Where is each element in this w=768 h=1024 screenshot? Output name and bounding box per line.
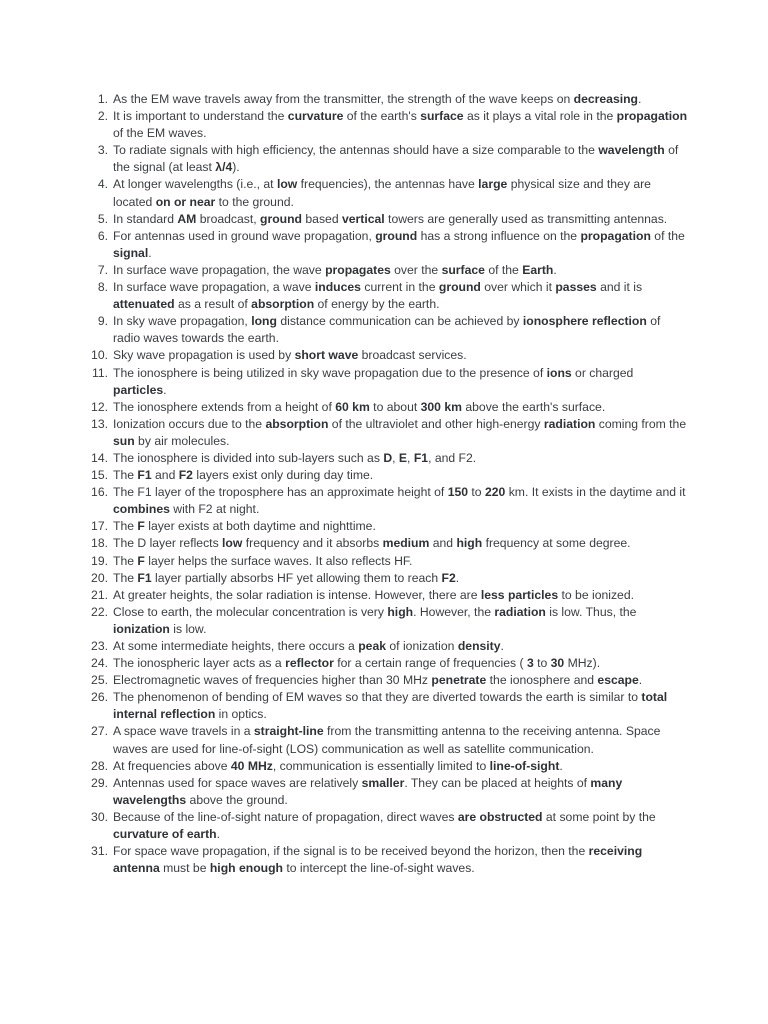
bold-text: surface: [420, 109, 464, 124]
bold-text: propagation: [580, 228, 651, 243]
list-item: [88, 809, 688, 843]
list-item: [88, 535, 688, 552]
bold-text: λ/4: [215, 160, 233, 175]
text-run: Because of the line-of-sight nature of propagation, direct waves: [113, 809, 458, 824]
bold-text: 3: [526, 656, 534, 671]
text-run: .: [553, 262, 557, 277]
text-run: of radio waves towards the earth.: [113, 314, 661, 346]
text-run: and: [429, 536, 457, 551]
bold-text: F2: [178, 468, 193, 483]
bold-text: curvature of earth: [113, 827, 217, 842]
bold-text: F1: [137, 468, 152, 483]
bold-text: F: [137, 553, 145, 568]
text-run: In surface wave propagation, a wave: [113, 280, 315, 295]
bold-text: ground: [438, 280, 481, 295]
list-item-number: 29.: [91, 775, 108, 790]
bold-text: absorption: [265, 416, 329, 431]
list-item: [88, 638, 688, 655]
text-run: broadcast,: [196, 211, 261, 226]
list-item-number: 9.: [97, 314, 108, 329]
text-run: ).: [232, 160, 240, 175]
list-item-number: 19.: [91, 553, 108, 568]
text-run: To radiate signals with high efficiency, the antennas should have a size comparable to the: [113, 143, 599, 158]
text-run: the ionosphere and: [486, 673, 598, 688]
list-item-number: 17.: [91, 519, 108, 534]
bold-text: on or near: [155, 194, 216, 209]
text-run: km. It exists in the daytime and it: [505, 485, 686, 500]
list-item: [88, 142, 688, 176]
bold-text: signal: [113, 245, 149, 260]
list-item: [88, 279, 688, 313]
text-run: Electromagnetic waves of frequencies higher than 30 MHz: [113, 673, 432, 688]
text-run: must be: [159, 861, 210, 876]
list-item-text: [113, 400, 605, 414]
list-item-text: [113, 314, 660, 345]
list-item-text: [113, 554, 412, 568]
bold-text: propagates: [325, 262, 391, 277]
text-run: broadcast services.: [358, 348, 467, 363]
text-run: over which it: [480, 280, 556, 295]
list-item: [88, 672, 688, 689]
bold-text: F2: [441, 570, 456, 585]
bold-text: combines: [113, 502, 170, 517]
bold-text: 30: [550, 656, 565, 671]
text-run: over the: [390, 262, 442, 277]
text-run: as a result of: [174, 297, 252, 312]
text-run: of the ultraviolet and other high-energy: [328, 416, 544, 431]
text-run: layers exist only during day time.: [192, 468, 374, 483]
list-item-text: [113, 776, 622, 807]
text-run: MHz).: [564, 656, 601, 671]
list-item: [88, 262, 688, 279]
bold-text: absorption: [251, 297, 315, 312]
list-item-number: 16.: [91, 485, 108, 500]
list-item-number: 25.: [91, 673, 108, 688]
bold-text: ground: [260, 211, 302, 226]
text-run: In surface wave propagation, the wave: [113, 262, 326, 277]
text-run: .: [148, 245, 152, 260]
list-item-number: 13.: [91, 416, 108, 431]
list-item-number: 31.: [91, 844, 108, 859]
list-item-number: 1.: [97, 92, 108, 106]
bold-text: AM: [177, 211, 197, 226]
list-item-text: [113, 468, 373, 482]
bold-text: reflector: [285, 656, 334, 671]
text-run: , and F2.: [428, 450, 477, 465]
bold-text: line-of-sight: [489, 758, 560, 773]
list-item-text: [113, 280, 642, 311]
list-item: [88, 399, 688, 416]
text-run: frequency at some degree.: [482, 536, 631, 551]
bold-text: straight-line: [253, 724, 324, 739]
text-run: above the earth's surface.: [461, 399, 606, 414]
list-item: [88, 313, 688, 347]
text-run: The: [113, 570, 138, 585]
list-item-number: 21.: [91, 587, 108, 602]
list-item-text: [113, 673, 642, 687]
bold-text: F1: [137, 570, 152, 585]
bold-text: radiation: [543, 416, 596, 431]
text-run: for a certain range of frequencies (: [333, 656, 527, 671]
text-run: Close to earth, the molecular concentration is very: [113, 604, 388, 619]
list-item-text: [113, 724, 660, 755]
text-run: ,: [392, 450, 399, 465]
list-item-text: [113, 759, 563, 773]
bold-text: many wavelengths: [113, 775, 623, 807]
text-run: frequency and it absorbs: [242, 536, 383, 551]
bold-text: attenuated: [113, 297, 175, 312]
text-run: of the earth's: [343, 109, 421, 124]
bold-text: curvature: [287, 109, 344, 124]
list-item-number: 18.: [91, 536, 108, 551]
text-run: The ionosphere extends from a height of: [113, 399, 336, 414]
list-item-text: [113, 229, 685, 260]
list-item-number: 3.: [97, 143, 108, 158]
text-run: is low.: [169, 621, 207, 636]
bold-text: high: [456, 536, 483, 551]
list-item-number: 6.: [97, 228, 108, 243]
bold-text: are obstructed: [457, 809, 543, 824]
bold-text: density: [457, 639, 501, 653]
list-item: [88, 570, 688, 587]
numbered-list: [88, 91, 688, 877]
text-run: to the ground.: [215, 194, 294, 209]
list-item: [88, 655, 688, 672]
bold-text: 300 km: [420, 399, 462, 414]
list-item-text: [113, 656, 600, 670]
bold-text: propagation: [616, 109, 688, 124]
bold-text: 150: [447, 485, 469, 500]
text-run: and it is: [596, 280, 643, 295]
bold-text: sun: [113, 433, 135, 448]
list-item: [88, 775, 688, 809]
list-item-text: [113, 690, 667, 721]
list-item: [88, 587, 688, 604]
text-run: or charged: [571, 365, 634, 380]
bold-text: F: [137, 519, 145, 534]
text-run: with F2 at night.: [169, 502, 260, 517]
list-item-number: 30.: [91, 809, 108, 824]
bold-text: D: [383, 450, 393, 465]
list-item-text: [113, 571, 459, 585]
text-run: At some intermediate heights, there occurs a: [113, 639, 359, 653]
text-run: to about: [369, 399, 421, 414]
bold-text: medium: [382, 536, 430, 551]
list-item-number: 5.: [97, 211, 108, 226]
bold-text: induces: [314, 280, 361, 295]
list-item-text: [113, 92, 641, 106]
bold-text: receiving antenna: [113, 844, 643, 876]
list-item-text: [113, 177, 651, 208]
list-item-text: [113, 109, 687, 140]
list-item: [88, 176, 688, 210]
list-item-text: [113, 417, 686, 448]
text-run: At frequencies above: [113, 758, 231, 773]
text-run: At greater heights, the solar radiation is intense. However, there are: [113, 587, 481, 602]
list-item-number: 4.: [97, 177, 108, 192]
text-run: .: [500, 639, 504, 653]
text-run: Ionization occurs due to the: [113, 416, 266, 431]
list-item-text: [113, 519, 376, 533]
list-item-text: [113, 844, 642, 875]
list-item-number: 26.: [91, 690, 108, 705]
text-run: ,: [407, 450, 414, 465]
text-run: The ionospheric layer acts as a: [113, 656, 286, 671]
text-run: is low. Thus, the: [545, 604, 637, 619]
text-run: At longer wavelengths (i.e., at: [113, 177, 277, 192]
text-run: . However, the: [413, 604, 495, 619]
list-item: [88, 211, 688, 228]
bold-text: peak: [358, 639, 387, 653]
list-item: [88, 518, 688, 535]
text-run: The: [113, 553, 138, 568]
list-item: [88, 689, 688, 723]
list-item: [88, 91, 688, 108]
list-item: [88, 347, 688, 364]
text-run: As the EM wave travels away from the transmitter, the strength of the wave keeps on: [113, 92, 574, 106]
text-run: .: [638, 92, 642, 106]
bold-text: high enough: [209, 861, 283, 876]
list-item: [88, 484, 688, 518]
list-item-text: [113, 588, 634, 602]
text-run: The F1 layer of the troposphere has an approximate height of: [113, 485, 448, 500]
list-item-number: 22.: [91, 604, 108, 619]
list-item: [88, 467, 688, 484]
text-run: to intercept the line-of-sight waves.: [282, 861, 475, 876]
list-item: [88, 758, 688, 775]
list-item: [88, 450, 688, 467]
text-run: in optics.: [215, 707, 267, 722]
bold-text: particles: [113, 382, 164, 397]
bold-text: penetrate: [431, 673, 487, 688]
text-run: .: [638, 673, 643, 688]
list-item-number: 14.: [91, 450, 108, 465]
bold-text: wavelength: [598, 143, 665, 158]
text-run: distance communication can be achieved by: [276, 314, 523, 329]
bold-text: radiation: [494, 604, 546, 619]
list-item-number: 28.: [91, 758, 108, 773]
text-run: In sky wave propagation,: [113, 314, 252, 329]
text-run: For space wave propagation, if the signal is to be received beyond the horizon, then the: [113, 844, 589, 859]
list-item: [88, 553, 688, 570]
text-run: layer partially absorbs HF yet allowing them to reach: [151, 570, 442, 585]
list-item-number: 12.: [91, 399, 108, 414]
text-run: above the ground.: [186, 792, 288, 807]
bold-text: 60 km: [335, 399, 370, 414]
text-run: Sky wave propagation is used by: [113, 348, 295, 363]
bold-text: ground: [375, 228, 418, 243]
bold-text: E: [398, 450, 408, 465]
list-item-text: [113, 143, 678, 174]
bold-text: passes: [555, 280, 597, 295]
list-item: [88, 228, 688, 262]
list-item-number: 23.: [91, 639, 108, 653]
list-item-text: [113, 485, 686, 516]
text-run: physical size and they are located: [113, 177, 651, 209]
list-item-number: 15.: [91, 468, 108, 483]
text-run: as it plays a vital role in the: [463, 109, 617, 124]
list-item-number: 7.: [97, 262, 108, 277]
text-run: to: [468, 485, 485, 500]
text-run: of energy by the earth.: [314, 297, 440, 312]
text-run: coming from the: [595, 416, 687, 431]
list-item-text: [113, 639, 504, 653]
text-run: from the transmitting antenna to the receiving antenna. Space waves are used for line-of-sight (LOS) communication as well as satellite communication.: [113, 724, 661, 756]
text-run: A space wave travels in a: [113, 724, 254, 739]
text-run: of the EM waves.: [113, 126, 207, 141]
bold-text: Earth: [522, 262, 554, 277]
bold-text: surface: [441, 262, 485, 277]
list-item-number: 2.: [97, 109, 108, 124]
list-item-number: 10.: [91, 348, 108, 363]
list-item-text: [113, 451, 476, 465]
list-item-text: [113, 536, 631, 550]
bold-text: low: [276, 177, 298, 192]
bold-text: long: [251, 314, 277, 329]
list-item: [88, 723, 688, 757]
bold-text: 40 MHz: [230, 758, 273, 773]
text-run: frequencies), the antennas have: [297, 177, 479, 192]
text-run: to be ionized.: [558, 587, 634, 602]
list-item: [88, 365, 688, 399]
text-run: has a strong influence on the: [417, 228, 581, 243]
text-run: Antennas used for space waves are relatively: [113, 775, 362, 790]
text-run: The: [113, 519, 138, 534]
list-item-text: [113, 810, 656, 841]
text-run: of ionization: [386, 639, 458, 653]
text-run: of the: [650, 228, 685, 243]
bold-text: ionization: [113, 621, 170, 636]
bold-text: short wave: [294, 348, 359, 363]
bold-text: ionosphere reflection: [522, 314, 647, 329]
text-run: towers are generally used as transmitting antennas.: [384, 211, 668, 226]
bold-text: total internal reflection: [113, 690, 668, 722]
text-run: by air molecules.: [134, 433, 230, 448]
bold-text: ions: [546, 365, 572, 380]
text-run: , communication is essentially limited to: [272, 758, 490, 773]
list-item-text: [113, 348, 467, 362]
list-item-text: [113, 212, 667, 226]
list-item: [88, 416, 688, 450]
text-run: The: [113, 468, 138, 483]
list-item-number: 24.: [91, 656, 108, 671]
bold-text: decreasing: [573, 92, 638, 106]
text-run: of the: [484, 262, 523, 277]
text-run: and: [151, 468, 179, 483]
text-run: .: [163, 382, 167, 397]
bold-text: escape: [597, 673, 639, 688]
list-item: [88, 108, 688, 142]
list-item: [88, 604, 688, 638]
text-run: to: [533, 656, 551, 671]
text-run: layer exists at both daytime and nighttime.: [144, 519, 376, 534]
list-item-text: [113, 263, 557, 277]
bold-text: less particles: [480, 587, 559, 602]
text-run: The phenomenon of bending of EM waves so that they are diverted towards the earth is similar to: [113, 690, 642, 705]
bold-text: F1: [413, 450, 429, 465]
text-run: current in the: [360, 280, 439, 295]
list-item-number: 8.: [97, 280, 108, 295]
list-item-number: 11.: [91, 365, 108, 380]
list-item: [88, 843, 688, 877]
bold-text: 220: [484, 485, 506, 500]
text-run: layer helps the surface waves. It also reflects HF.: [144, 553, 413, 568]
text-run: of the signal (at least: [113, 143, 679, 175]
text-run: The D layer reflects: [113, 536, 223, 551]
text-run: It is important to understand the: [113, 109, 288, 124]
list-item-number: 20.: [91, 570, 108, 585]
list-item-text: [113, 366, 633, 397]
bold-text: large: [478, 177, 508, 192]
text-run: .: [455, 570, 460, 585]
list-item-number: 27.: [91, 724, 108, 739]
text-run: . They can be placed at heights of: [404, 775, 591, 790]
bold-text: high: [387, 604, 414, 619]
text-run: .: [559, 758, 563, 773]
bold-text: vertical: [341, 211, 385, 226]
bold-text: smaller: [361, 775, 405, 790]
list-item-text: [113, 605, 636, 636]
text-run: The ionosphere is divided into sub-layers such as: [113, 450, 384, 465]
text-run: In standard: [113, 211, 178, 226]
text-run: .: [216, 827, 221, 842]
text-run: For antennas used in ground wave propagation,: [113, 228, 376, 243]
text-run: at some point by the: [542, 809, 656, 824]
text-run: based: [302, 211, 342, 226]
bold-text: low: [222, 536, 243, 551]
text-run: The ionosphere is being utilized in sky wave propagation due to the presence of: [113, 365, 547, 380]
